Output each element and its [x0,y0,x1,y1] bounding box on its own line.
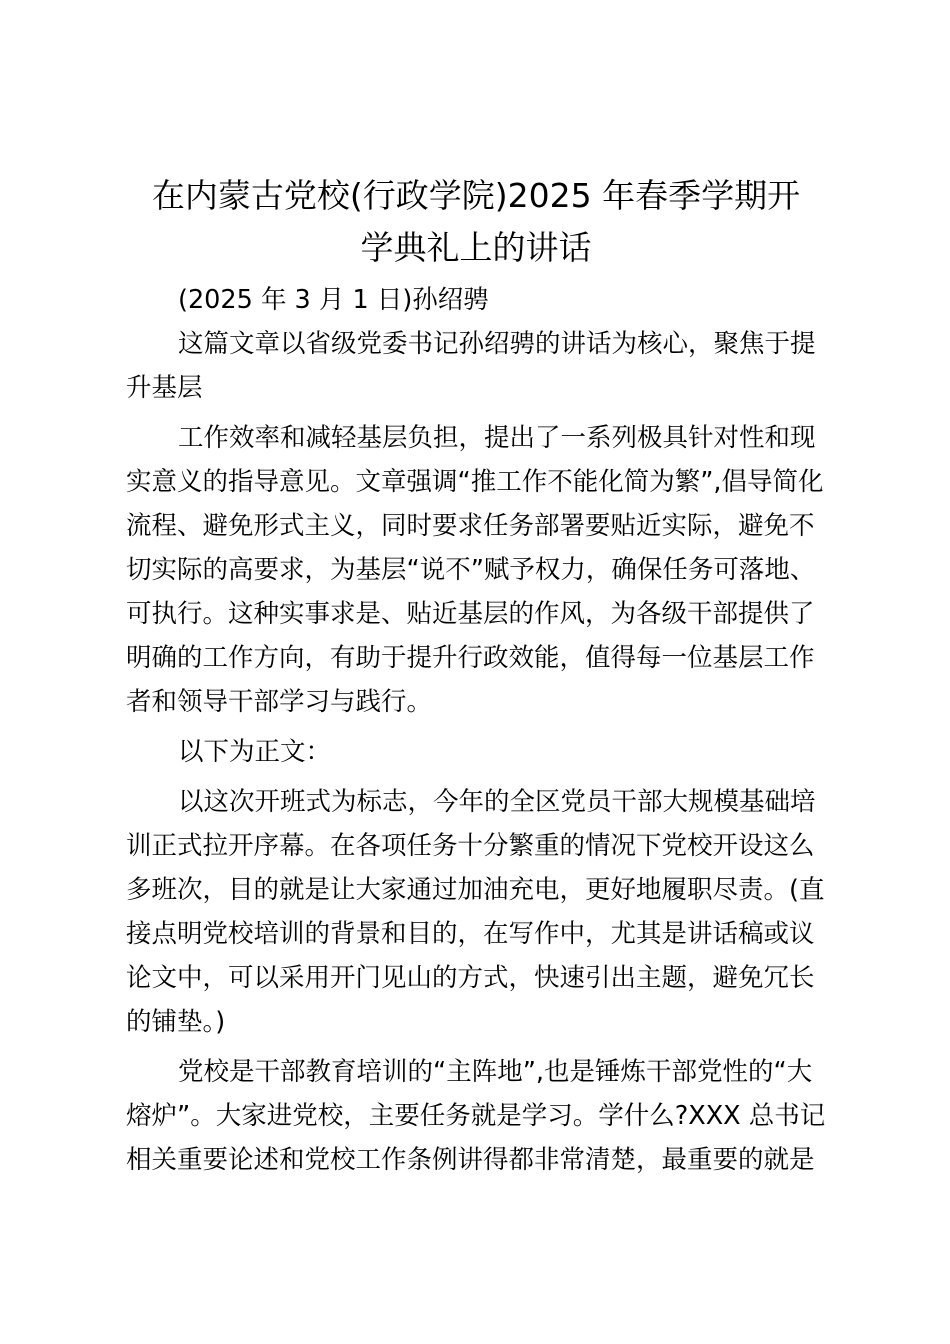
text-line: 相关重要论述和党校工作条例讲得都非常清楚，最重要的就是 [126,1145,815,1175]
intro-paragraph-1 [126,322,826,410]
title-line: 学典礼上的讲话 [360,228,592,267]
body-paragraph-1 [126,780,826,1044]
date-author-line: (2025 年 3 月 1 日)孙绍骋 [178,285,489,315]
title-line: 在内蒙古党校(行政学院)2025 年春季学期开 [151,176,801,215]
text-line: 可执行。这种实事求是、贴近基层的作风，为各级干部提供了 [126,599,815,629]
text-line: 论文中，可以采用开门见山的方式，快速引出主题，避免冗长 [126,963,815,993]
document-title [126,170,826,274]
text-line: 以这次开班式为标志，今年的全区党员干部大规模基础培 [178,787,816,817]
text-line: 升基层 [126,373,203,403]
text-line: 接点明党校培训的背景和目的，在写作中，尤其是讲话稿或议 [126,919,815,949]
text-line: 党校是干部教育培训的“主阵地”,也是锤炼干部党性的“大 [178,1057,813,1087]
text-line: 这篇文章以省级党委书记孙绍骋的讲话为核心，聚焦于提 [178,329,816,359]
text-line: 工作效率和减轻基层负担，提出了一系列极具针对性和现 [178,423,816,453]
text-line: 多班次，目的就是让大家通过加油充电，更好地履职尽责。(直 [126,875,825,905]
text-line: 明确的工作方向，有助于提升行政效能，值得每一位基层工作 [126,643,815,673]
text-line: 实意义的指导意见。文章强调“推工作不能化简为繁”,倡导简化 [126,467,824,497]
text-line: 熔炉”。大家进党校，主要任务就是学习。学什么?XXX 总书记 [126,1101,826,1131]
main-text-label: 以下为正文： [178,737,332,767]
document-page [126,170,826,1182]
intro-paragraph-2 [126,416,826,724]
text-line: 者和领导干部学习与践行。 [126,687,433,717]
text-line: 流程、避免形式主义，同时要求任务部署要贴近实际，避免不 [126,511,815,541]
body-paragraph-2 [126,1050,826,1182]
text-line: 切实际的高要求，为基层“说不”赋予权力，确保任务可落地、 [126,555,816,585]
text-line: 训正式拉开序幕。在各项任务十分繁重的情况下党校开设这么 [126,831,815,861]
text-line: 的铺垫。) [126,1007,226,1037]
